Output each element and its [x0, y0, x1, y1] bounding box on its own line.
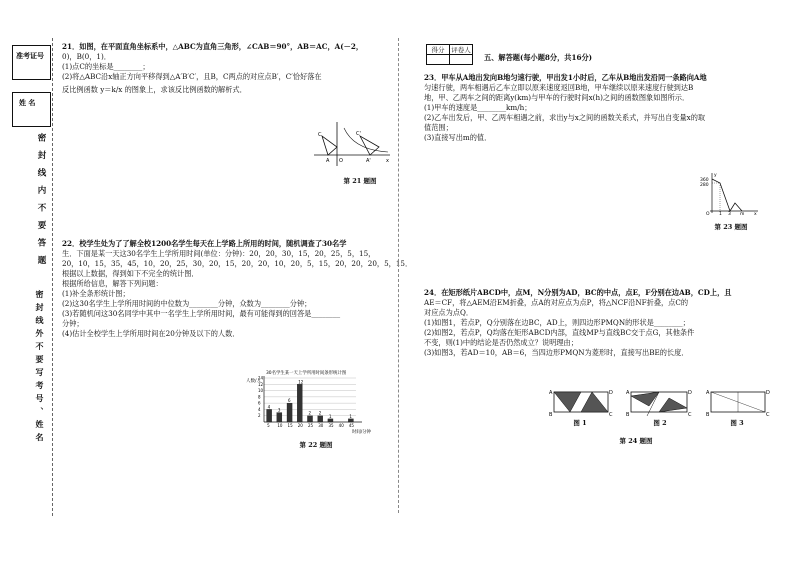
chart-bar [287, 403, 292, 422]
q22-line8: (3)若随机问这30名同学中其中一名学生上学所用时间，最有可能得到的回答是________ [62, 309, 341, 318]
q24-fig2-label: 图 2 [653, 419, 667, 427]
q21-line2: 0)，B(0，1)． [62, 52, 111, 61]
q24-line7: (3)如图3，若AD＝10，AB＝6，当四边形PMQN为菱形时，直接写出BE的长度． [424, 348, 689, 357]
chart-ytick-label: 12 [258, 381, 264, 387]
chart-ytick-label: 4 [258, 406, 261, 412]
q22-line2: 生．下面是某一天这30名学生上学所用时间(单位：分钟)：20，20，30，15，20，25，5，15， [62, 249, 376, 258]
svg-text:C': C' [356, 131, 361, 137]
chart-bar [297, 384, 302, 422]
q22-block [62, 239, 412, 339]
chart-ytick-label: 8 [258, 394, 261, 400]
svg-text:A: A [326, 158, 330, 164]
q21-block [62, 42, 363, 95]
q24-block [424, 288, 731, 358]
chart-data-label: 1 [349, 413, 352, 419]
chart-ytick-label: 14 [258, 375, 264, 381]
chart-xtick-label: 45 [348, 423, 354, 428]
chart-data-label: 4 [267, 404, 271, 410]
q22-line9: 分钟； [62, 319, 84, 328]
q24-line2: AE＝CF，将△AEM沿EM折叠，点A的对应点为点P，将△NCF沿NF折叠，点C的 [424, 298, 689, 307]
column-divider [398, 38, 400, 513]
q23-axis-y: y [714, 173, 717, 178]
chart-bar [348, 419, 353, 422]
q24-figure-3 [705, 388, 771, 418]
svg-text:A: A [549, 390, 553, 396]
svg-text:D: D [609, 390, 613, 396]
chart-bar [318, 416, 323, 422]
svg-text:B: B [706, 412, 710, 418]
q23-line3: 地，甲、乙两车之间的距离y(km)与甲车的行驶时间x(h)之间的函数图象如图所示． [424, 93, 690, 102]
chart-xtick-label: 35 [328, 423, 334, 428]
chart-ytick-label: 6 [258, 400, 261, 406]
svg-text:B: B [626, 412, 630, 418]
chart-data-label: 12 [298, 379, 304, 385]
seal-line-top: 密封线内不要答题 [36, 133, 46, 273]
chart-xtick-label: 20 [297, 423, 303, 428]
chart-data-label: 2 [308, 410, 312, 416]
svg-text:B: B [549, 412, 553, 418]
q24-line4: (1)如图1，若点P，Q分别落在边BC，AD上，则四边形PMQN的形状是________； [424, 318, 690, 327]
svg-text:C: C [318, 132, 322, 138]
q21-line4: (2)将△ABC沿x轴正方向平移得到△A′B′C′，且B，C两点的对应点B′，C′恰好落在 [62, 72, 322, 81]
chart-bar [277, 413, 282, 422]
sidebar-divider [52, 38, 54, 516]
q23-line1: 23．甲车从A地出发向B地匀速行驶，甲出发1小时后，乙车从B地出发沿同一条路向A地 [424, 73, 707, 82]
chart-xtick-label: 25 [308, 423, 314, 428]
q22-line7: (2)这30名学生上学所用时间的中位数为________分钟，众数为________分钟； [62, 299, 312, 308]
q23-line4: (1)甲车的速度是________km/h； [424, 103, 532, 112]
q23-block [424, 73, 707, 143]
q23-line5: (2)乙车出发后，甲、乙两车相遇之前，求出y与x之间的函数关系式，并写出自变量x的取 [424, 113, 706, 122]
q23-tick-y2: 280 [700, 183, 709, 188]
section5-title: 五、解答题(每小题8分，共16分) [484, 53, 593, 62]
exam-id-box [12, 45, 51, 80]
q24-fig3-label: 图 3 [730, 419, 744, 427]
q24-line3: 对应点为点Q． [424, 308, 474, 317]
q22-caption: 第 22 题图 [299, 441, 333, 449]
q22-line3: 20，10，15，35，45，10，20，25，30，20，15，20，20，10，20，5，15，20，20，20，5，15． [62, 259, 413, 268]
svg-text:O: O [339, 158, 343, 164]
q21-line5: 反比例函数 y＝k/x 的图象上，求该反比例函数的解析式． [62, 85, 247, 94]
name-box [12, 92, 51, 127]
q22-line10: (4)估计全校学生上学所用时间在20分钟及以下的人数． [62, 329, 240, 338]
q22-line6: (1)补全条形统计图； [62, 289, 130, 298]
chart-title: 30名学生某一天上学所用时间条形统计图 [266, 371, 347, 376]
chart-bar [267, 409, 272, 422]
chart-ytick-label: 2 [258, 413, 261, 419]
q22-line5: 根据所给信息，解答下列问题： [62, 279, 163, 288]
q23-caption: 第 23 题图 [714, 223, 748, 231]
name-label: 姓 名 [19, 98, 36, 107]
chart-xtick-label: 40 [338, 423, 344, 428]
svg-text:C: C [766, 412, 770, 418]
seal-line-bottom: 密封线外不要写考号、姓名 [35, 290, 45, 446]
chart-xlabel: 时间/分钟 [352, 430, 372, 434]
q21-figure [312, 120, 392, 168]
chart-xtick-label: 15 [287, 423, 293, 428]
chart-data-label: 6 [288, 398, 291, 404]
chart-data-label: 1 [328, 413, 332, 419]
score-col1: 得分 [427, 45, 450, 55]
svg-text:A': A' [366, 158, 371, 164]
chart-data-label: 3 [277, 407, 281, 413]
svg-text:A: A [626, 390, 630, 396]
chart-xtick-label: 30 [318, 423, 324, 428]
q23-tick-x3: m [740, 212, 745, 215]
svg-text:x: x [386, 158, 389, 164]
chart-bar [328, 419, 333, 422]
q21-line1: 21．如图，在平面直角坐标系中，△ABC为直角三角形，∠CAB＝90°，AB＝AC，A(－2， [62, 42, 364, 51]
svg-text:C: C [688, 412, 692, 418]
chart-xtick-label: 10 [277, 423, 283, 428]
q22-line4: 根据以上数据，得到如下不完全的统计图． [62, 269, 199, 278]
q23-tick-y1: 360 [700, 178, 709, 183]
q24-line6: 不变，则(1)中的结论是否仍然成立？说明理由； [424, 338, 578, 347]
chart-ylabel: 人数/人 [246, 379, 262, 384]
q23-line2: 匀速行驶，两车相遇后乙车立即以原来速度返回B地，甲车继续以原来速度行驶到达B [424, 83, 694, 92]
exam-id-label: 准考证号 [16, 51, 44, 60]
q22-bar-chart [244, 368, 384, 434]
q24-line1: 24．在矩形纸片ABCD中，点M，N分别为AD，BC的中点，点E，F分别在边AB，CD上，且 [424, 288, 732, 297]
q23-tick-x1: 1 [719, 212, 722, 215]
svg-text:A: A [706, 390, 710, 396]
chart-ytick-label: 10 [258, 388, 264, 394]
q24-caption: 第 24 题图 [619, 437, 653, 445]
q24-figure-1 [548, 388, 614, 418]
q24-line5: (2)如图2，若点P，Q均落在矩形ABCD内部，直线MP与直线BC交于点G，其他条件 [424, 328, 695, 337]
svg-text:C: C [609, 412, 613, 418]
q23-origin: O [706, 212, 710, 215]
q23-axis-x: x [754, 212, 757, 215]
chart-xtick-label: 5 [267, 423, 270, 428]
q23-line6: 值范围； [424, 123, 453, 132]
q21-caption: 第 21 题图 [343, 177, 377, 185]
svg-text:D: D [688, 390, 692, 396]
q23-graph [700, 171, 760, 215]
chart-data-label: 2 [318, 410, 322, 416]
chart-bar [307, 416, 312, 422]
score-col2: 评卷人 [451, 46, 471, 54]
q22-line1: 22．校学生处为了了解全校1200名学生每天在上学路上所用的时间，随机调查了30名学 [62, 239, 347, 248]
q24-figure-2 [625, 388, 695, 418]
score-box [426, 44, 473, 65]
q21-line3: (1)点C的坐标是________； [62, 62, 150, 71]
q23-tick-x2: 3 [728, 212, 731, 215]
svg-text:D: D [766, 390, 770, 396]
q24-fig1-label: 图 1 [573, 419, 587, 427]
q23-line7: (3)直接写出m的值． [424, 133, 492, 142]
